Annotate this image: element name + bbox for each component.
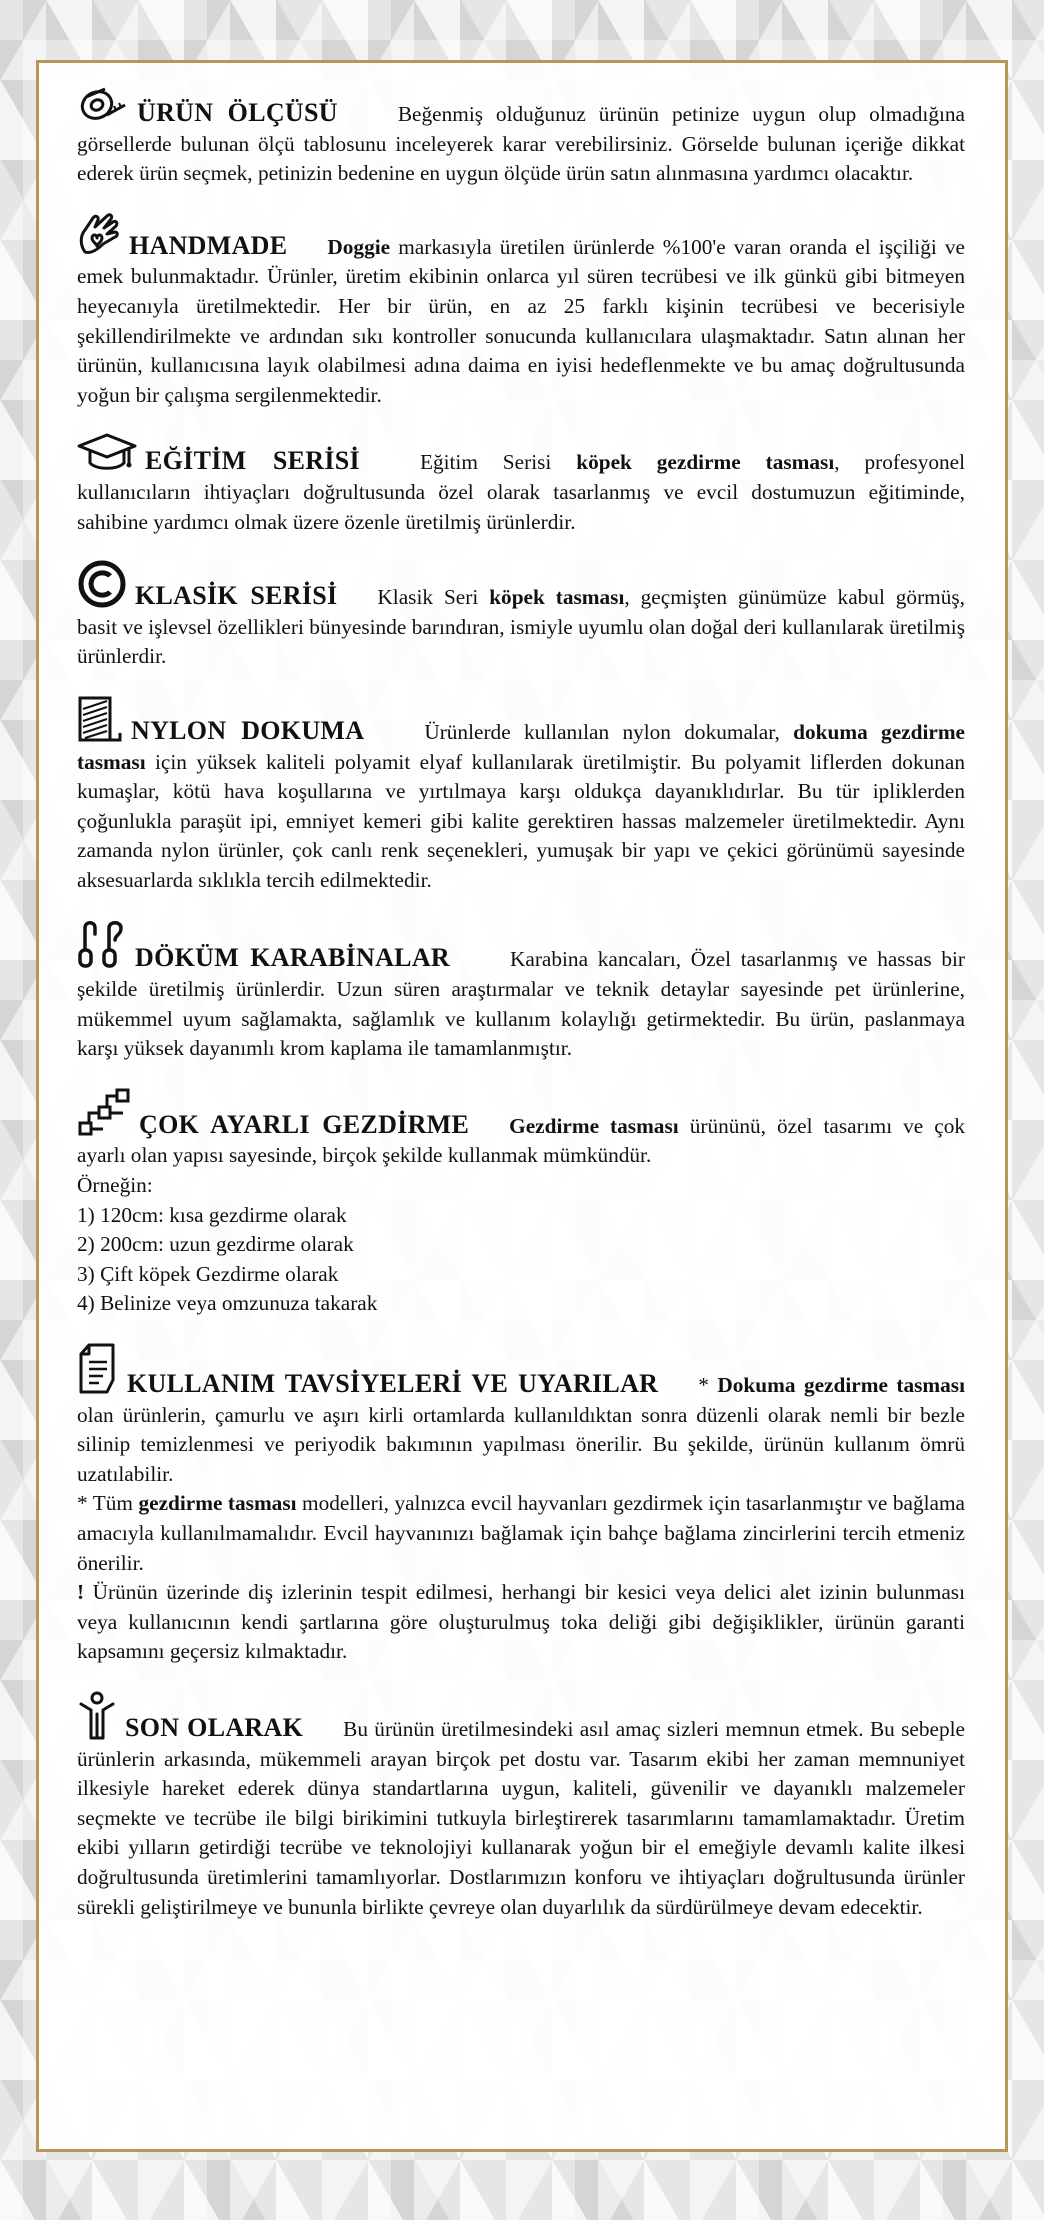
heading-handmade: HANDMADE <box>129 230 288 260</box>
bold-ayarli: Gezdirme tasması <box>509 1113 679 1138</box>
list-item: 1) 120cm: kısa gezdirme olarak <box>77 1202 347 1227</box>
bold-kullanim-2: gezdirme tasması <box>138 1491 297 1516</box>
section-cok-ayarli <box>77 1087 965 1319</box>
text-karabina: Karabina kancaları, Özel tasarlanmış ve hassas bir şekilde üretilmiş ürünlerdir. Uzun süren araştırmalar ve teknik detaylar sayesinde pet ürünlerine, mükemmel uyum sağlamakta, sağlamlık ve kullanım kolaylığı getirmektedir. Bu ürün, paslanmaya karşı yüksek dayanımlı krom kaplama ile tamamlanmıştır. <box>77 947 965 1061</box>
section-egitim-serisi <box>77 433 965 537</box>
warning-mark: ! <box>77 1580 85 1605</box>
section-kullanim-tavsiyeleri <box>77 1342 965 1667</box>
section-nylon-dokuma <box>77 695 965 896</box>
heading-nylon-dokuma: NYLON DOKUMA <box>131 715 365 745</box>
network-nodes-icon <box>77 1087 131 1137</box>
text-ayarli: ürününü, özel tasarımı ve çok ayarlı olan yapısı sayesinde, birçok şekilde kullanmak mümkündür. <box>77 1113 966 1168</box>
graduation-cap-icon <box>77 433 137 473</box>
carabiner-hook-icon <box>77 918 127 970</box>
section-urun-olcusu <box>77 87 965 189</box>
text-kullanim-2-before: * Tüm <box>77 1491 133 1516</box>
text-klasik-before: Klasik Seri <box>377 585 479 610</box>
heading-egitim-serisi: EĞİTİM SERİSİ <box>145 446 360 476</box>
star-mark: * <box>698 1373 709 1397</box>
heading-son-olarak: SON OLARAK <box>125 1712 304 1742</box>
text-nylon-before: Ürünlerde kullanılan nylon dokumalar, <box>424 719 780 744</box>
hand-heart-icon <box>77 212 121 258</box>
heading-kullanim-tavsiyeleri: KULLANIM TAVSİYELERİ VE UYARILAR <box>127 1369 659 1398</box>
bold-klasik: köpek tasması <box>489 585 625 610</box>
tape-measure-icon <box>77 87 129 125</box>
heading-dokum-karabinalar: DÖKÜM KARABİNALAR <box>135 943 450 973</box>
fabric-roll-icon <box>77 695 123 743</box>
heading-urun-olcusu: ÜRÜN ÖLÇÜSÜ <box>137 98 338 127</box>
text-son-olarak: Bu ürünün üretilmesindeki asıl amaç sizleri memnun etmek. Bu sebeple ürünlerin arkasında, mükemmeli arayan birçok pet dostu var. Tasarım ekibi her zaman memnuniyet ilkesiyle hareket ederek dünya standartlarına uygun, kaliteli, güvenilir ve dayanıklı malzemeler seçmekte ve tecrübe ile bilgi birikimini tutkuyla birleştirerek tasarımlarını tamamlamaktadır. Üretim ekibi yılların getirdiği tecrübe ve teknolojiyi kullanarak yoğun bir el emeğiyle devamlı kalite ilkesi doğrultusunda üretimlerini tamamlıyorlar. Dostlarımızın konforu ve ihtiyaçları doğrultusunda ürünler sürekli geliştirilmeye ve bununla birlikte çevreye olan duyarlılık da sürdürülmeye devam edecektir. <box>77 1716 966 1919</box>
heading-cok-ayarli: ÇOK AYARLI GEZDİRME <box>139 1109 470 1139</box>
copyright-icon <box>77 560 127 608</box>
document-pen-icon <box>77 1342 119 1396</box>
list-item: 2) 200cm: uzun gezdirme olarak <box>77 1232 354 1257</box>
text-klasik-after: , geçmişten günümüze kabul görmüş, basit ve işlevsel özellikleri bünyesinde barındıran, ismiyle uyumlu olan doğal deri kullanılarak üretilmiş ürünlerdir. <box>77 585 965 669</box>
bold-kullanim-1: Dokuma gezdirme tasması <box>717 1373 966 1397</box>
section-handmade <box>77 212 965 411</box>
text-urun-olcusu: Beğenmiş olduğunuz ürünün petinize uygun olup olmadığına görsellerde bulunan ölçü tablosunu inceleyerek karar verebilirsiniz. Görselde bulunan içeriğe dikkat ederek ürün seçmek, petinizin bedenine en uygun ölçüde ürün satın alınmasına yardımcı olacaktır. <box>77 102 965 186</box>
person-award-icon <box>77 1690 117 1740</box>
bold-nylon: dokuma gezdirme tasması <box>77 719 966 774</box>
bold-egitim: köpek gezdirme tasması <box>576 450 835 475</box>
text-handmade: markasıyla üretilen ürünlerde %100'e varan oranda el işçiliği ve emek bulunmaktadır. Ürünler, üretim ekibinin onlarca yıl süren tecrübesi ve ilk günkü gibi bitmeyen heyecanıyla üretilmektedir. Her bir ürün, en az 25 farklı kişinin tecrübesi ve becerisiyle şekillendirilmekte ve ardından sıkı kontroller sonucunda kullanıcılara ulaşmaktadır. Satın alınan her ürünün, kullanıcısına layık olabilmesi adına daima en iyisi hedeflenmekte ve bu amaç doğrultusunda yoğun bir çalışma sergilenmektedir. <box>77 234 965 407</box>
text-kullanim-1: olan ürünlerin, çamurlu ve aşırı kirli ortamlarda kullanıldıktan sonra düzenli olarak nemli bir bezle silinip temizlenmesi ve periyodik bakımının yapılması önerilir. Bu şekilde, ürünün kullanım ömrü uzatılabilir. <box>77 1402 965 1486</box>
text-egitim-after: , profesyonel kullanıcıların ihtiyaçları doğrultusunda özel olarak tasarlanmış ve evcil dostumuzun eğitiminde, sahibine yardımcı olmak üzere özenle üretilmiş ürünlerdir. <box>77 450 966 534</box>
brand-name: Doggie <box>327 234 391 259</box>
text-kullanim-2: modelleri, yalnızca evcil hayvanları gezdirmek için tasarlanmıştır ve bağlama amacıyla kullanılmamalıdır. Evcil hayvanınızı bağlamak için bahçe bağlama zincirlerini tercih etmeniz önerilir. <box>77 1491 966 1575</box>
section-dokum-karabinalar <box>77 918 965 1063</box>
section-son-olarak <box>77 1690 965 1922</box>
list-item: 4) Belinize veya omzunuza takarak <box>77 1291 378 1316</box>
list-item: 3) Çift köpek Gezdirme olarak <box>77 1261 339 1286</box>
heading-klasik-serisi: KLASİK SERİSİ <box>135 581 338 611</box>
example-label: Örneğin: <box>77 1173 153 1198</box>
section-klasik-serisi <box>77 560 965 672</box>
text-kullanim-3: Ürünün üzerinde diş izlerinin tespit edilmesi, herhangi bir kesici veya delici alet izinin bulunması veya kullanıcının kendi şartlarına göre oluşturulmuş toka deliği gibi değişiklikler, ürünün garanti kapsamını geçersiz kılmaktadır. <box>77 1580 965 1664</box>
info-panel <box>36 60 1008 2152</box>
text-nylon-after: için yüksek kaliteli polyamit elyaf kullanılarak üretilmiştir. Bu polyamit liflerden dokunan kumaşlar, kötü hava koşullarına ve yırtılmaya karşı oldukça dayanıklıdırlar. Bu tür ipliklerden çoğunlukla paraşüt ipi, emniyet kemeri gibi kalite gerektiren hassas malzemeler üretilmektedir. Aynı zamanda nylon ürünler, çok canlı renk seçenekleri, yumuşak bir yapı ve çekici görünümü sayesinde aksesuarlarda sıklıkla tercih edilmektedir. <box>77 749 966 892</box>
text-egitim-before: Eğitim Serisi <box>419 450 552 475</box>
